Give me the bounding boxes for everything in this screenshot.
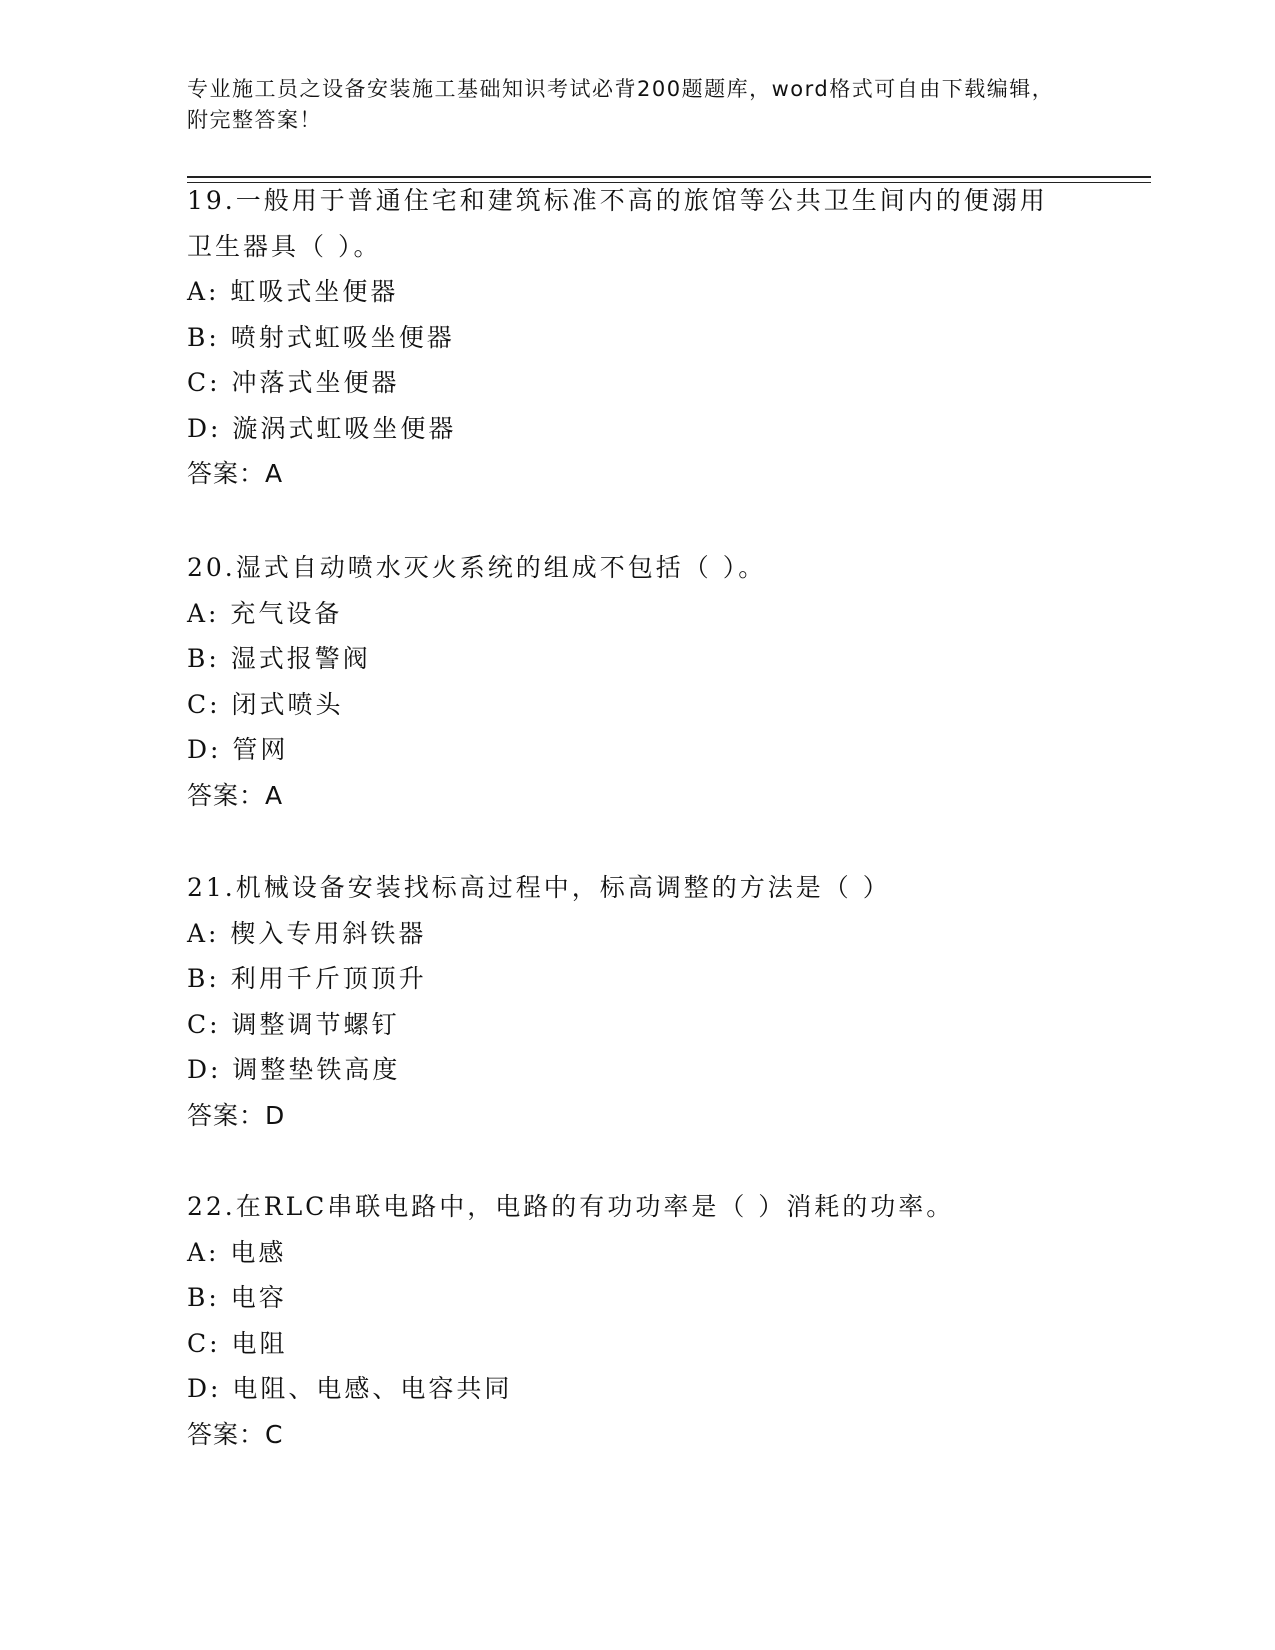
option-d: D: 电阻、电感、电容共同 [187,1374,513,1403]
question-stem: 20.湿式自动喷水灭火系统的组成不包括（ ）。 [187,553,767,582]
option-d: D: 漩涡式虹吸坐便器 [187,413,457,443]
document-header: 专业施工员之设备安装施工基础知识考试必背200题题库，word格式可自由下载编辑，附完整答案！ [187,77,1055,132]
option-b: B: 利用千斤顶顶升 [187,964,427,993]
option-c: C: 电阻 [187,1328,288,1358]
answer-text: 答案：C [187,1419,284,1449]
option-b: B: 电容 [187,1283,287,1312]
question-block-21 [187,865,1087,1138]
question-block-19 [187,178,1087,497]
option-c: C: 闭式喷头 [187,689,344,719]
option-d: D: 管网 [187,735,289,764]
question-stem: 22.在RLC串联电路中，电路的有功功率是（ ）消耗的功率。 [187,1192,955,1221]
option-d: D: 调整垫铁高度 [187,1055,401,1084]
answer-text: 答案：A [187,780,284,810]
option-a: A: 楔入专用斜铁器 [187,918,427,948]
option-a: A: 电感 [187,1237,287,1267]
option-b: B: 湿式报警阀 [187,644,371,673]
question-stem: 19.一般用于普通住宅和建筑标准不高的旅馆等公共卫生间内的便溺用卫生器具（ ）。 [187,186,1048,261]
question-block-20 [187,545,1087,818]
answer-text: 答案：A [187,459,284,488]
option-c: C: 冲落式坐便器 [187,368,400,397]
question-stem: 21.机械设备安装找标高过程中，标高调整的方法是（ ） [187,873,891,902]
question-block-22 [187,1184,1087,1457]
option-a: A: 充气设备 [187,598,343,628]
answer-text: 答案：D [187,1100,286,1130]
option-c: C: 调整调节螺钉 [187,1009,400,1039]
option-a: A: 虹吸式坐便器 [187,277,399,306]
option-b: B: 喷射式虹吸坐便器 [187,322,455,352]
